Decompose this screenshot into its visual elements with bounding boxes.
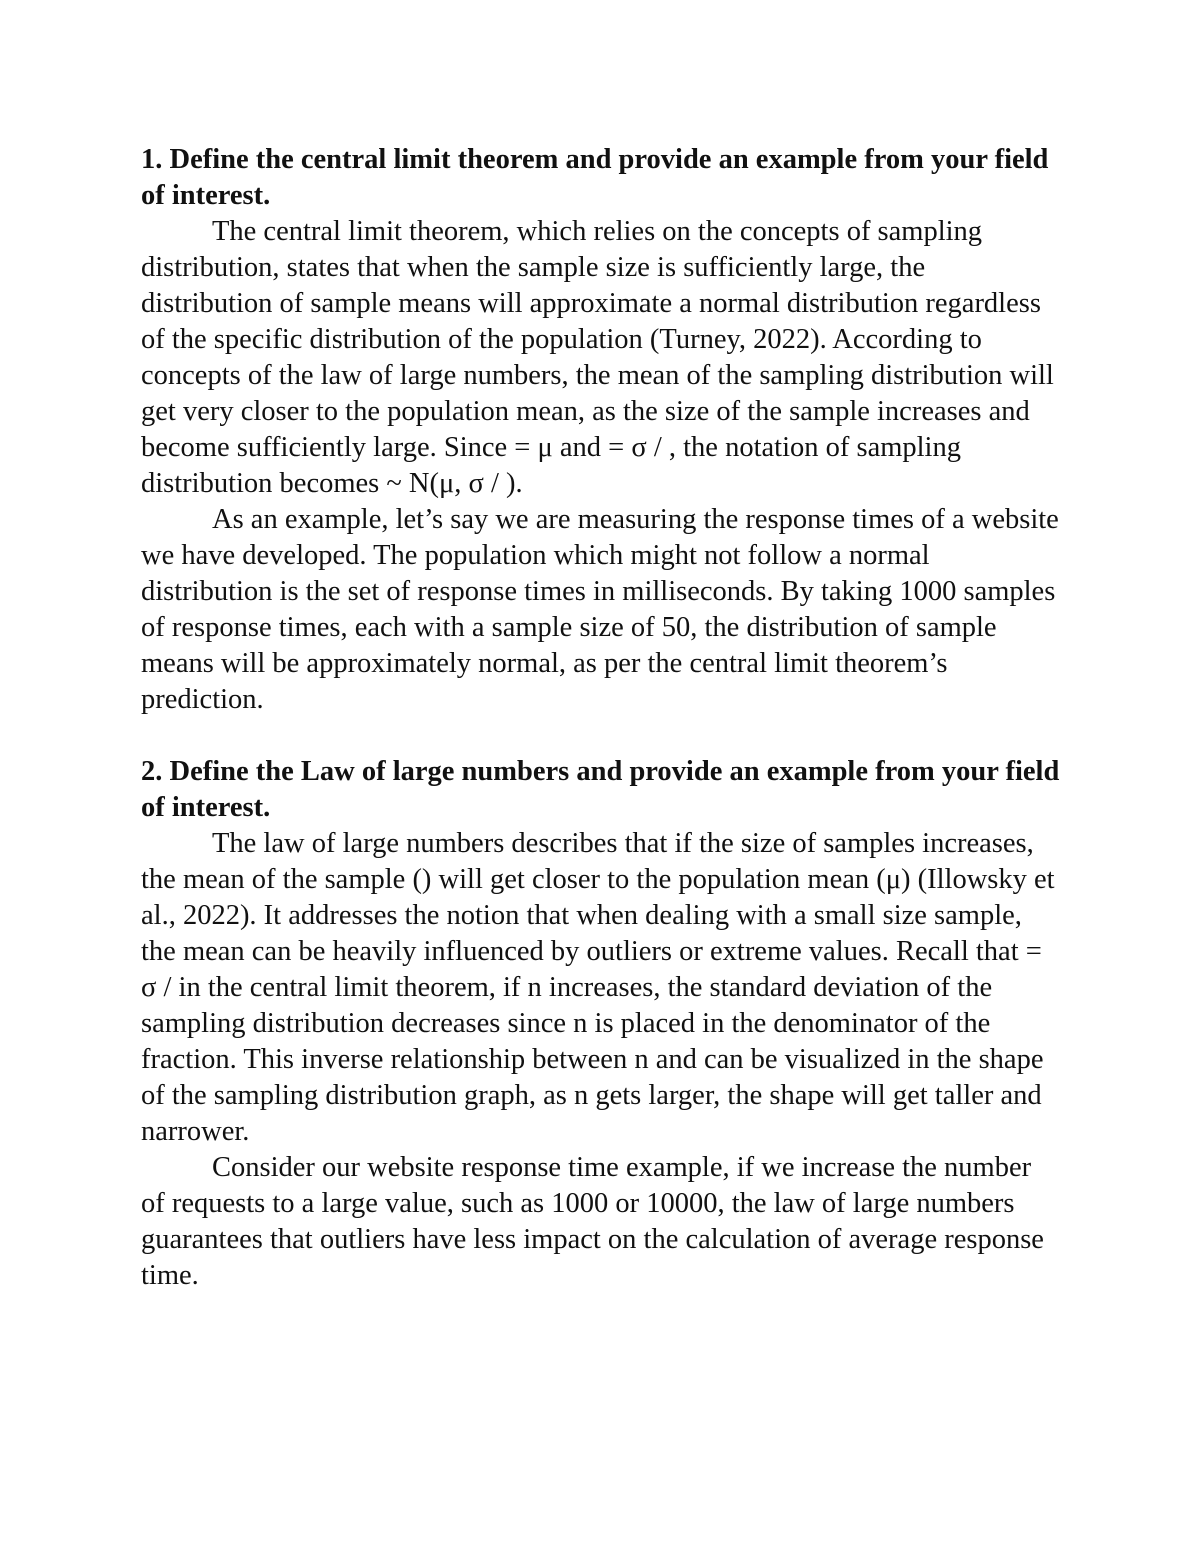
- question-2-heading: 2. Define the Law of large numbers and provide an example from your field of interest.: [141, 756, 1060, 823]
- document-body: [141, 142, 1061, 1294]
- answer-1-paragraph-2: As an example, let’s say we are measuring the response times of a website we have developed. The population which might not follow a normal distribution is the set of response times in milliseconds. By taking 1000 samples of response times, each with a sample size of 50, the distribution of sample means will be approximately normal, as per the central limit theorem’s prediction.: [141, 504, 1059, 715]
- answer-2-paragraph-2: Consider our website response time example, if we increase the number of requests to a large value, such as 1000 or 10000, the law of large numbers guarantees that outliers have less impact on the calculation of average response time.: [141, 1152, 1044, 1291]
- question-1-heading: 1. Define the central limit theorem and provide an example from your field of interest.: [141, 144, 1049, 211]
- answer-2-paragraph-1: The law of large numbers describes that if the size of samples increases, the mean of the sample () will get closer to the population mean (μ) (Illowsky et al., 2022). It addresses the notion that when dealing with a small size sample, the mean can be heavily influenced by outliers or extreme values. Recall that = σ / in the central limit theorem, if n increases, the standard deviation of the sampling distribution decreases since n is placed in the denominator of the fraction. This inverse relationship between n and can be visualized in the shape of the sampling distribution graph, as n gets larger, the shape will get taller and narrower.: [141, 828, 1055, 1147]
- section-spacer: [141, 718, 1061, 754]
- answer-1-paragraph-1: The central limit theorem, which relies on the concepts of sampling distribution, states that when the sample size is sufficiently large, the distribution of sample means will approximate a normal distribution regardless of the specific distribution of the population (Turney, 2022). According to concepts of the law of large numbers, the mean of the sampling distribution will get very closer to the population mean, as the size of the sample increases and become sufficiently large. Since = μ and = σ / , the notation of sampling distribution becomes ~ N(μ, σ / ).: [141, 216, 1054, 499]
